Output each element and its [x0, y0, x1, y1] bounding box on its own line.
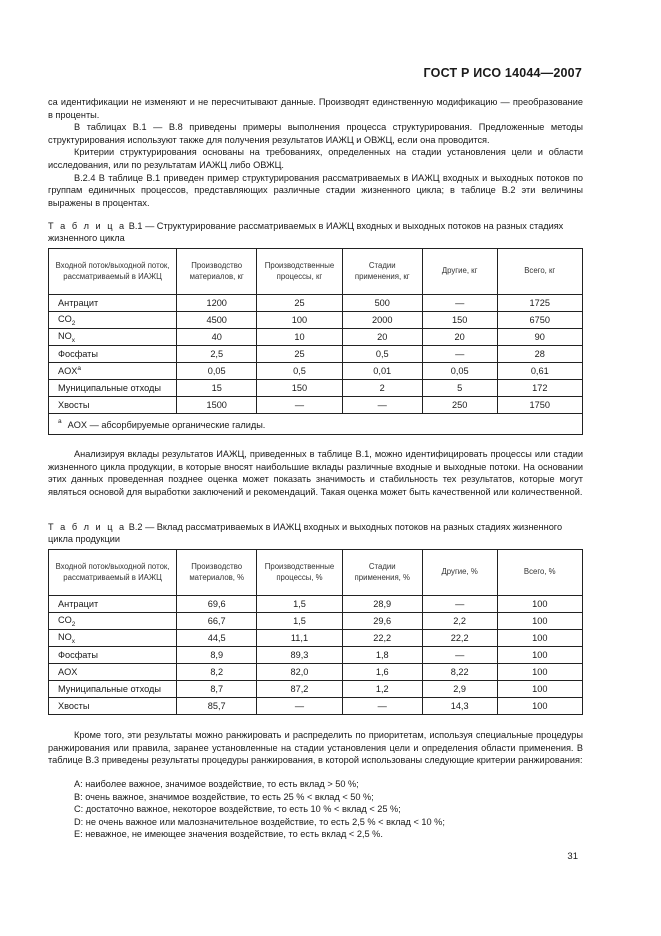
table-row — [49, 647, 583, 664]
row-label-text: NO — [58, 631, 72, 642]
table1-header-cell: Производство материалов, кг — [177, 249, 257, 295]
row-label — [49, 613, 177, 630]
intro-paragraph-4: В.2.4 В таблице В.1 приведен пример структурирования рассматриваемых в ИАЖЦ входных и выходных потоков по группам единичных процессов, представляющих различные стадии жизненного цикла; в таблице В.2 эти величины выражены в процентах. — [48, 172, 583, 208]
table-cell: 1725 — [497, 295, 582, 312]
table-cell: 10 — [257, 329, 342, 346]
row-label-text: CO — [58, 313, 72, 324]
table-cell: 1,5 — [257, 613, 342, 630]
table-cell: 8,7 — [177, 681, 257, 698]
table-cell: — — [342, 397, 422, 414]
table-cell: 2,5 — [177, 346, 257, 363]
table-cell: 8,9 — [177, 647, 257, 664]
row-label-text: CO — [58, 614, 72, 625]
table-cell: — — [257, 698, 342, 715]
row-label — [49, 397, 177, 414]
table-cell: 150 — [257, 380, 342, 397]
row-label-text: Фосфаты — [58, 349, 98, 359]
table2-header-cell: Другие, % — [422, 550, 497, 596]
table2-caption-lead: Т а б л и ц а — [48, 522, 127, 532]
row-label-text: Хвосты — [58, 701, 90, 711]
row-label — [49, 329, 177, 346]
table-cell: 22,2 — [422, 630, 497, 647]
document-header: ГОСТ Р ИСО 14044—2007 — [423, 66, 582, 80]
table-cell: 1200 — [177, 295, 257, 312]
table2-header-cell: Входной поток/выходной поток, рассматриваемый в ИАЖЦ — [49, 550, 177, 596]
row-label — [49, 664, 177, 681]
intro-paragraph-2: В таблицах В.1 — В.8 приведены примеры выполнения процесса структурирования. Предложенные методы структурирования используют также для получения результатов ИАЖЦ и ОВЖЦ, если она проводится. — [48, 122, 583, 145]
row-label-text: AOX — [58, 667, 78, 677]
table-row — [49, 380, 583, 397]
table-cell: 100 — [497, 698, 582, 715]
table-cell: 1500 — [177, 397, 257, 414]
row-label-superscript: a — [77, 365, 82, 373]
row-label-text: Хвосты — [58, 400, 90, 410]
table-cell: 85,7 — [177, 698, 257, 715]
table-cell: 1,5 — [257, 596, 342, 613]
row-label — [49, 312, 177, 329]
ranking-paragraph: Кроме того, эти результаты можно ранжировать и распределить по приоритетам, используя специальные процедуры ранжирования или правила, заранее установленные на стадии установления цели и определения области применения. В таблице В.3 приведены результаты процедуры ранжирования, в которой использованы следующие критерии ранжирования: — [48, 730, 583, 766]
table-cell: 0,61 — [497, 363, 582, 380]
table-cell: 100 — [497, 647, 582, 664]
table2 — [48, 549, 583, 715]
page-number: 31 — [567, 851, 578, 862]
table1 — [48, 248, 583, 435]
table2-caption-text: В.2 — Вклад рассматриваемых в ИАЖЦ входных и выходных потоков на разных стадиях жизненного цикла продукции — [48, 522, 563, 545]
table-cell: 15 — [177, 380, 257, 397]
table-row — [49, 681, 583, 698]
table1-caption — [48, 220, 583, 245]
table-cell: 100 — [497, 630, 582, 647]
table-cell: 8,22 — [422, 664, 497, 681]
note-text: AOX — абсорбируемые органические галиды. — [67, 419, 266, 430]
table1-header-row — [49, 249, 583, 295]
table-cell: 40 — [177, 329, 257, 346]
table-cell: 20 — [422, 329, 497, 346]
row-label — [49, 363, 177, 380]
table2-header-cell: Всего, % — [497, 550, 582, 596]
table1-header-cell: Всего, кг — [497, 249, 582, 295]
table-cell: 100 — [497, 596, 582, 613]
intro-text — [48, 96, 583, 209]
row-label-text: Муниципальные отходы — [58, 383, 161, 393]
table-cell: 2,9 — [422, 681, 497, 698]
table-cell: — — [422, 647, 497, 664]
row-label — [49, 380, 177, 397]
table-row — [49, 346, 583, 363]
table1-header-cell: Другие, кг — [422, 249, 497, 295]
table-cell: 1,2 — [342, 681, 422, 698]
table-cell: 66,7 — [177, 613, 257, 630]
row-label — [49, 295, 177, 312]
table-cell: — — [257, 397, 342, 414]
analysis-paragraph: Анализируя вклады результатов ИАЖЦ, приведенных в таблице В.1, можно идентифицировать процессы или стадии жизненного цикла продукции, в которые вносят наибольшие вклады различные входные и выходные потоки. На основании этих данных проведенная позднее оценка может показать значимость и стабильность тех результатов, которые могут являться основой для выработки заключений и рекомендаций. Такая оценка может быть качественной или количественной. — [48, 449, 583, 497]
intro-paragraph-1: са идентификации не изменяют и не пересчитывают данные. Производят единственную модификацию — преобразование в проценты. — [48, 97, 583, 120]
row-label — [49, 346, 177, 363]
table-cell: 28 — [497, 346, 582, 363]
table-cell: 1,6 — [342, 664, 422, 681]
table-cell: 2000 — [342, 312, 422, 329]
table-row — [49, 397, 583, 414]
ranking-criteria-list — [48, 778, 583, 841]
table-row — [49, 312, 583, 329]
table-cell: 44,5 — [177, 630, 257, 647]
table-cell: 150 — [422, 312, 497, 329]
row-label-text: Антрацит — [58, 599, 99, 609]
row-label-subscript: x — [71, 336, 76, 344]
table-row — [49, 363, 583, 380]
criterion-item: А: наиболее важное, значимое воздействие, то есть вклад > 50 %; — [74, 779, 359, 789]
table-cell: 25 — [257, 295, 342, 312]
table-cell: 0,05 — [422, 363, 497, 380]
row-label-text: Муниципальные отходы — [58, 684, 161, 694]
table-cell: 2,2 — [422, 613, 497, 630]
table-cell: 4500 — [177, 312, 257, 329]
intro-paragraph-3: Критерии структурирования основаны на требованиях, определенных на стадии установления цели и области исследования, или по результатам ИАЖЦ либо ОВЖЦ. — [48, 147, 583, 170]
table-row — [49, 630, 583, 647]
table1-header-cell: Стадии применения, кг — [342, 249, 422, 295]
table2-header-cell: Производство материалов, % — [177, 550, 257, 596]
table-cell: 20 — [342, 329, 422, 346]
criterion-item: E: неважное, не имеющее значения воздействие, то есть вклад < 2,5 %. — [74, 829, 383, 840]
table-cell: 2 — [342, 380, 422, 397]
row-label-subscript: x — [71, 637, 76, 645]
table-row — [49, 596, 583, 613]
note-mark: a — [58, 418, 62, 426]
table-cell: 8,2 — [177, 664, 257, 681]
row-label — [49, 681, 177, 698]
row-label-subscript: 2 — [71, 319, 76, 327]
table2-header-cell: Стадии применения, % — [342, 550, 422, 596]
table-cell: 6750 — [497, 312, 582, 329]
table-cell: 100 — [257, 312, 342, 329]
table-cell: 89,3 — [257, 647, 342, 664]
table-cell: — — [422, 346, 497, 363]
table-cell: 69,6 — [177, 596, 257, 613]
row-label-text: NO — [58, 330, 72, 341]
row-label-text: Фосфаты — [58, 650, 98, 660]
row-label — [49, 647, 177, 664]
row-label — [49, 630, 177, 647]
table-cell: 100 — [497, 681, 582, 698]
table-cell: 90 — [497, 329, 582, 346]
table2-caption — [48, 521, 583, 546]
table-cell: 11,1 — [257, 630, 342, 647]
table-cell: 0,5 — [342, 346, 422, 363]
table-cell: 0,5 — [257, 363, 342, 380]
criterion-item: C: достаточно важное, некоторое воздействие, то есть 10 % < вклад < 25 %; — [74, 804, 401, 815]
table-cell: 250 — [422, 397, 497, 414]
criterion-item: B: очень важное, значимое воздействие, то есть 25 % < вклад < 50 %; — [74, 791, 374, 802]
table-row — [49, 613, 583, 630]
table-row — [49, 664, 583, 681]
table-cell: 1750 — [497, 397, 582, 414]
table1-header-cell: Производственные процессы, кг — [257, 249, 342, 295]
table-cell: — — [342, 698, 422, 715]
table-cell: 1,8 — [342, 647, 422, 664]
table-cell: 172 — [497, 380, 582, 397]
table-cell: 5 — [422, 380, 497, 397]
table-cell: 28,9 — [342, 596, 422, 613]
table-cell: 100 — [497, 613, 582, 630]
table-row — [49, 329, 583, 346]
table-cell: 0,01 — [342, 363, 422, 380]
table-cell: — — [422, 295, 497, 312]
row-label-text: AOX — [58, 366, 78, 377]
table-note-row — [49, 414, 583, 435]
row-label-subscript: 2 — [71, 620, 76, 628]
table-row — [49, 295, 583, 312]
table-note — [49, 414, 583, 435]
table-cell: 25 — [257, 346, 342, 363]
table-cell: 500 — [342, 295, 422, 312]
table-cell: 82,0 — [257, 664, 342, 681]
table1-caption-text: В.1 — Структурирование рассматриваемых в ИАЖЦ входных и выходных потоков на разных стадиях жизненного цикла — [48, 221, 564, 244]
table1-caption-lead: Т а б л и ц а — [48, 221, 127, 231]
table-cell: 0,05 — [177, 363, 257, 380]
table-cell: 87,2 — [257, 681, 342, 698]
table1-header-cell: Входной поток/выходной поток, рассматриваемый в ИАЖЦ — [49, 249, 177, 295]
table-cell: 100 — [497, 664, 582, 681]
table2-header-row — [49, 550, 583, 596]
criterion-item: D: не очень важное или малозначительное воздействие, то есть 2,5 % < вклад < 10 %; — [74, 816, 445, 827]
row-label — [49, 596, 177, 613]
table-cell: 14,3 — [422, 698, 497, 715]
table-cell: 22,2 — [342, 630, 422, 647]
row-label — [49, 698, 177, 715]
row-label-text: Антрацит — [58, 298, 99, 308]
table2-header-cell: Производственные процессы, % — [257, 550, 342, 596]
table-cell: — — [422, 596, 497, 613]
table-cell: 29,6 — [342, 613, 422, 630]
table-row — [49, 698, 583, 715]
